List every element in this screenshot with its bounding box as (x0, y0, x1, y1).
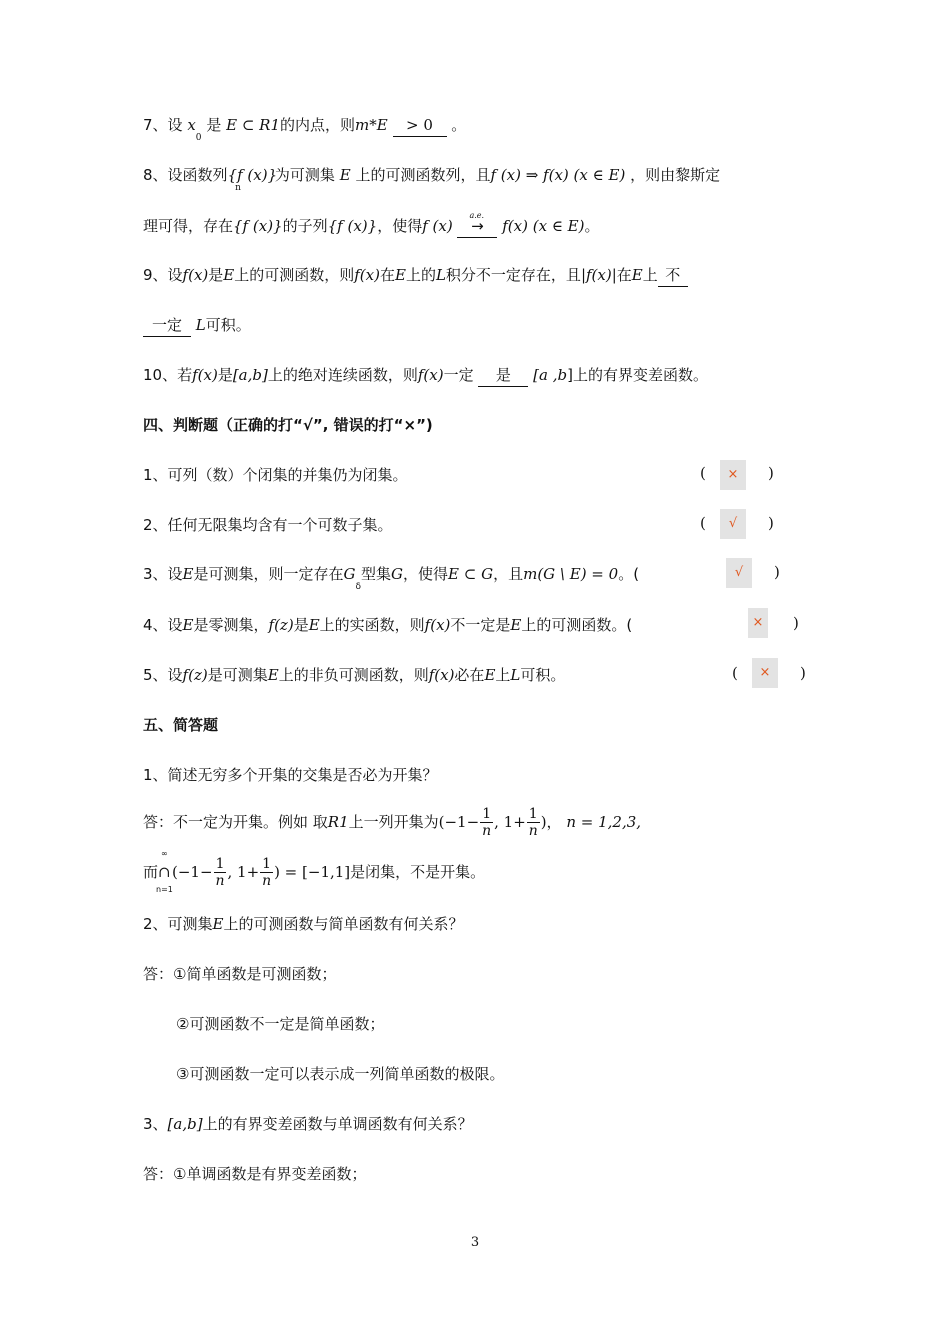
paren-close: ) (768, 464, 774, 482)
answer-blank: > 0 (393, 114, 447, 137)
answer-3-point1: 答：①单调函数是有界变差函数； (143, 1165, 367, 1183)
intersection-symbol: ∞ ∩ n=1 (156, 849, 173, 894)
cross-mark: × (748, 608, 768, 638)
check-mark: √ (726, 558, 752, 588)
paren-close: ) (774, 563, 780, 581)
answer-blank: 是 (478, 364, 528, 387)
judge-item-4: 4、设E是零测集，f(z)是E上的实函数，则f(x)不一定是E上的可测函数。( (143, 616, 633, 634)
fraction: $\frac{1}{n}$ (482, 806, 492, 839)
paren-open: ( (700, 514, 706, 532)
question-2: 2、可测集E上的可测函数与简单函数有何关系？ (143, 915, 464, 933)
section5-title: 五、简答题 (143, 716, 219, 734)
answer-1-line1: 答：不一定为开集。例如 取R1上一列开集为(−1− $\frac{1}{n}$ , 1+ $\frac{1}{n}$ )， n = 1,2,3, (143, 806, 642, 839)
fraction: $\frac{1}{n}$ (528, 806, 538, 839)
answer-blank: 一定 (143, 314, 191, 337)
fill-q9-line1: 9、设f(x)是E上的可测函数，则f(x)在E上的L积分不一定存在，且|f(x)|在E上 不 (143, 264, 810, 287)
section4-title: 四、判断题（正确的打“√”, 错误的打“×”) (143, 416, 433, 434)
check-mark: √ (720, 509, 746, 539)
judge-item-3: 3、设E是可测集，则一定存在$G_\delta$型集G，使得E ⊂ G，且m(G \ E) = 0。( (143, 565, 640, 592)
fill-q8-line2: 理可得，存在{f (x)}的子列{f (x)}，使得f (x) a.e. → f(x) (x ∈ E)。 (143, 215, 810, 238)
answer-2-point1: 答：①简单函数是可测函数； (143, 965, 337, 983)
answer-2-point2: ②可测函数不一定是简单函数； (176, 1015, 385, 1033)
answer-blank: 不 (658, 264, 688, 287)
page-number: 3 (470, 1235, 480, 1250)
paren-close: ) (768, 514, 774, 532)
fill-q7: 7、设 $x_0$ 是 E ⊂ R1的内点，则m*E > 0 。 (143, 116, 467, 143)
cross-mark: × (720, 460, 746, 490)
fraction: $\frac{1}{n}$ (262, 856, 272, 889)
question-1: 1、简述无穷多个开集的交集是否必为开集？ (143, 766, 438, 784)
paren-close: ) (800, 664, 806, 682)
paren-close: ) (793, 614, 799, 632)
fill-q10: 10、若f(x)是[a,b]上的绝对连续函数，则f(x)一定 是 [a ,b]上的有界变差函数。 (143, 364, 810, 387)
question-3: 3、[a,b]上的有界变差函数与单调函数有何关系？ (143, 1115, 473, 1133)
judge-item-5: 5、设f(z)是可测集E上的非负可测函数，则f(x)必在E上L可积。 (143, 666, 566, 684)
fraction: $\frac{1}{n}$ (215, 856, 225, 889)
fill-q8-line1: 8、设函数列{f $(x)\}_n$为可测集 E 上的可测函数列，且f (x) ⇒ f(x) (x ∈ E) ，则由黎斯定 (143, 166, 721, 193)
answer-2-point3: ③可测函数一定可以表示成一列简单函数的极限。 (176, 1065, 505, 1083)
answer-1-line2: 而 ∞ ∩ n=1 (−1− $\frac{1}{n}$ , 1+ $\frac{1}{n}$ ) = [−1,1]是闭集，不是开集。 (143, 849, 486, 894)
judge-item-1: 1、可列（数）个闭集的并集仍为闭集。 (143, 466, 408, 484)
paren-open: ( (732, 664, 738, 682)
ae-arrow: a.e. → (457, 215, 497, 238)
fill-q9-line2: 一定 L可积。 (143, 314, 810, 337)
judge-item-2: 2、任何无限集均含有一个可数子集。 (143, 516, 393, 534)
paren-open: ( (700, 464, 706, 482)
cross-mark: × (752, 658, 778, 688)
